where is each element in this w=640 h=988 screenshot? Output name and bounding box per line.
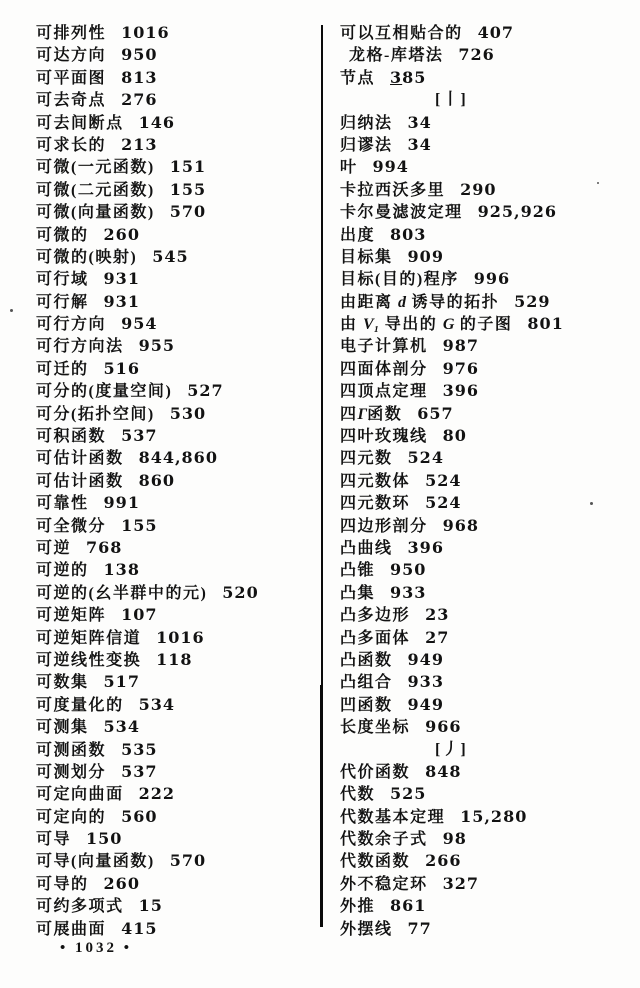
index-entry: [340, 783, 634, 805]
entry-pages: 860: [138, 470, 175, 490]
entry-term: 卡拉西沃多里: [340, 181, 446, 199]
entry-pages: 520: [222, 582, 259, 602]
entry-pages: 222: [138, 784, 175, 804]
entry-pages: 534: [103, 717, 140, 737]
entry-term: 可行方向法: [36, 338, 124, 356]
entry-term: 凸多面体: [340, 629, 411, 647]
scan-speck: [590, 502, 593, 505]
entry-term: 代数基本定理: [340, 808, 446, 826]
scan-speck: [597, 182, 599, 184]
index-entry: [340, 694, 634, 716]
entry-term: 可微的: [36, 226, 89, 244]
entry-pages: 954: [121, 314, 158, 334]
entry-term: 可测划分: [36, 763, 107, 781]
index-entry: [36, 582, 318, 604]
entry-term: 可逆矩阵信道: [36, 629, 142, 647]
entry-pages: 138: [103, 560, 140, 580]
index-entry: [36, 67, 318, 89]
index-entry: [340, 22, 634, 44]
entry-term: 四Γ函数: [340, 405, 403, 423]
index-entry: [36, 492, 318, 514]
index-entry: [36, 358, 318, 380]
entry-term: 可去奇点: [36, 92, 107, 110]
index-entry: [340, 895, 634, 917]
entry-term: 可导(向量函数): [36, 853, 155, 871]
entry-pages: 925,926: [477, 202, 557, 222]
index-entry: [36, 694, 318, 716]
index-entry: [340, 559, 634, 581]
entry-term: 可积函数: [36, 428, 107, 446]
entry-term: 代价函数: [340, 763, 411, 781]
entry-term: 可估计函数: [36, 472, 124, 490]
index-entry: [36, 515, 318, 537]
index-entry: [36, 447, 318, 469]
left-index-column: [36, 22, 318, 940]
index-entry: [340, 44, 634, 66]
index-entry: [36, 156, 318, 178]
entry-term: 可数集: [36, 674, 89, 692]
section-header: [丿]: [435, 740, 468, 758]
index-entry: [340, 806, 634, 828]
entry-term: 可约多项式: [36, 898, 124, 916]
entry-pages: 213: [121, 134, 158, 154]
entry-pages: 385: [390, 67, 427, 87]
entry-term: 可微的(映射): [36, 248, 138, 266]
index-entry: [36, 671, 318, 693]
index-entry: [36, 850, 318, 872]
entry-pages: 524: [425, 470, 462, 490]
index-entry: [340, 447, 634, 469]
entry-pages: 118: [156, 649, 193, 669]
entry-pages: 516: [103, 358, 140, 378]
index-entry: [36, 268, 318, 290]
entry-pages: 524: [407, 448, 444, 468]
entry-pages: 525: [390, 784, 427, 804]
entry-term: 四边形剖分: [340, 517, 428, 535]
entry-term: 四叶玫瑰线: [340, 428, 428, 446]
index-entry: [36, 537, 318, 559]
entry-term: 外推: [340, 898, 376, 916]
entry-pages: 407: [477, 23, 515, 42]
entry-pages: 534: [138, 694, 175, 714]
index-entry: [340, 291, 634, 313]
entry-term: 可逆的(幺半群中的元): [36, 584, 208, 602]
entry-term: 由距离 d 诱导的拓扑: [340, 293, 500, 311]
index-entry: [340, 179, 634, 201]
index-entry: [340, 604, 634, 626]
entry-pages: 34: [407, 134, 432, 154]
entry-pages: 151: [169, 157, 207, 177]
entry-pages: 545: [152, 246, 189, 266]
index-entry: [340, 67, 634, 89]
index-entry: [36, 559, 318, 581]
entry-term: 代数余子式: [340, 831, 428, 849]
entry-pages: 931: [103, 269, 140, 289]
index-entry: [340, 112, 634, 134]
index-entry: [36, 403, 318, 425]
entry-pages: 266: [425, 851, 462, 871]
entry-pages: 991: [103, 493, 140, 513]
entry-term: 可行解: [36, 293, 89, 311]
entry-pages: 996: [473, 269, 511, 289]
index-entry: [36, 134, 318, 156]
entry-term: 凸曲线: [340, 539, 393, 557]
entry-term: 目标(目的)程序: [340, 271, 459, 289]
index-entry: [36, 224, 318, 246]
entry-pages: 146: [138, 112, 175, 132]
right-index-column: [340, 22, 634, 940]
index-entry: [36, 470, 318, 492]
index-entry: [340, 156, 634, 178]
index-entry: [36, 918, 318, 940]
entry-term: 可平面图: [36, 69, 107, 87]
entry-pages: 260: [103, 224, 140, 244]
index-entry: [36, 179, 318, 201]
index-entry: [36, 380, 318, 402]
entry-term: 可排列性: [36, 25, 107, 42]
entry-pages: 529: [514, 291, 551, 311]
entry-term: 可估计函数: [36, 450, 124, 468]
index-entry: [340, 649, 634, 671]
entry-pages: 527: [187, 381, 224, 401]
index-entry: [36, 873, 318, 895]
index-entry: [340, 918, 634, 940]
index-entry: [340, 335, 634, 357]
index-entry: [36, 291, 318, 313]
entry-pages: 950: [121, 45, 158, 65]
entry-pages: 909: [407, 246, 444, 266]
entry-term: 可逆线性变换: [36, 651, 142, 669]
entry-term: 可定向的: [36, 808, 107, 826]
entry-pages: 535: [121, 739, 158, 759]
entry-term: 可微(二元函数): [36, 181, 155, 199]
entry-pages: 560: [121, 806, 158, 826]
index-entry: [36, 806, 318, 828]
index-entry: [340, 201, 634, 223]
index-entry: [340, 403, 634, 425]
entry-pages: 15: [138, 896, 163, 916]
index-entry: [340, 716, 634, 738]
entry-term: 可行方向: [36, 316, 107, 334]
index-entry: [340, 537, 634, 559]
entry-term: 电子计算机: [340, 338, 428, 356]
index-entry: [340, 425, 634, 447]
index-entry: [340, 380, 634, 402]
entry-term: 外摆线: [340, 920, 393, 938]
entry-term: 可测函数: [36, 741, 107, 759]
index-entry: [36, 761, 318, 783]
entry-term: 可行域: [36, 271, 89, 289]
entry-pages: 524: [425, 493, 462, 513]
entry-term: 归纳法: [340, 114, 393, 132]
entry-term: 可展曲面: [36, 920, 107, 938]
entry-pages: 150: [86, 829, 123, 849]
index-entry: [36, 335, 318, 357]
section-header: [丨]: [435, 91, 468, 109]
column-divider: [321, 25, 323, 685]
entry-term: 可逆矩阵: [36, 607, 107, 625]
entry-pages: 848: [425, 761, 462, 781]
index-entry: [340, 873, 634, 895]
entry-term: 四元数环: [340, 495, 411, 513]
entry-pages: 861: [390, 896, 427, 916]
index-entry: [36, 201, 318, 223]
entry-term: 可求长的: [36, 136, 107, 154]
entry-term: 目标集: [340, 248, 393, 266]
index-entry: [36, 604, 318, 626]
entry-pages: 415: [121, 918, 158, 938]
entry-pages: 1016: [121, 23, 170, 42]
index-entry: [36, 828, 318, 850]
entry-term: 可迁的: [36, 360, 89, 378]
entry-pages: 933: [407, 672, 444, 692]
entry-term: 归谬法: [340, 136, 393, 154]
entry-term: 可微(一元函数): [36, 159, 155, 177]
entry-term: 可逆: [36, 539, 72, 557]
entry-pages: 27: [425, 627, 450, 647]
index-entry: [340, 358, 634, 380]
entry-pages: 801: [527, 314, 564, 334]
entry-pages: 949: [407, 649, 444, 669]
scan-speck: [10, 309, 13, 312]
index-entry: [36, 89, 318, 111]
entry-pages: 98: [442, 829, 467, 849]
entry-pages: 327: [442, 873, 479, 893]
entry-pages: 968: [442, 515, 479, 535]
entry-pages: 517: [103, 672, 140, 692]
index-entry: [36, 783, 318, 805]
entry-pages: 260: [103, 873, 140, 893]
entry-pages: 290: [460, 179, 497, 199]
entry-term: 可分的(度量空间): [36, 383, 173, 401]
entry-term: 可微(向量函数): [36, 204, 155, 222]
entry-pages: 931: [103, 291, 140, 311]
entry-term: 凸组合: [340, 674, 393, 692]
index-entry: [36, 246, 318, 268]
index-entry: [36, 22, 318, 44]
index-entry: [340, 828, 634, 850]
entry-term: 四顶点定理: [340, 383, 428, 401]
index-entry: [340, 515, 634, 537]
entry-term: 凸锥: [340, 562, 376, 580]
entry-term: 可度量化的: [36, 696, 124, 714]
entry-pages: 15,280: [460, 806, 528, 826]
entry-pages: 966: [425, 717, 462, 737]
index-entry: [36, 627, 318, 649]
entry-pages: 950: [390, 560, 427, 580]
entry-pages: 994: [372, 157, 409, 177]
entry-term: 凹函数: [340, 696, 393, 714]
entry-pages: 23: [425, 605, 450, 625]
entry-term: 凸函数: [340, 651, 393, 669]
entry-term: 卡尔曼滤波定理: [340, 204, 463, 222]
entry-pages: 80: [442, 426, 467, 446]
entry-pages: 949: [407, 694, 444, 714]
entry-pages: 813: [121, 67, 158, 87]
entry-pages: 276: [121, 90, 158, 110]
index-entry: [340, 246, 634, 268]
entry-term: 凸集: [340, 584, 376, 602]
index-entry: [340, 313, 634, 335]
entry-term: 叶: [340, 159, 358, 177]
entry-pages: 530: [169, 403, 207, 423]
entry-term: 可全微分: [36, 517, 107, 535]
entry-pages: 396: [407, 537, 444, 557]
entry-term: 可分(拓扑空间): [36, 405, 155, 423]
entry-term: 龙格-库塔法: [349, 47, 444, 65]
index-entry: [340, 268, 634, 290]
index-entry: [340, 470, 634, 492]
entry-pages: 768: [86, 537, 123, 557]
entry-pages: 77: [407, 918, 432, 938]
index-entry: [36, 425, 318, 447]
entry-pages: 657: [417, 403, 454, 423]
entry-term: 可去间断点: [36, 114, 124, 132]
entry-term: 节点: [340, 69, 376, 87]
entry-term: 四元数: [340, 450, 393, 468]
entry-term: 可导: [36, 831, 72, 849]
entry-term: 由 V₁ 导出的 G 的子图: [340, 316, 513, 334]
entry-pages: 107: [121, 605, 158, 625]
page-number: • 1032 •: [60, 940, 133, 956]
entry-term: 出度: [340, 226, 376, 244]
entry-term: 可导的: [36, 875, 89, 893]
entry-pages: 987: [442, 336, 479, 356]
entry-pages: 933: [390, 582, 427, 602]
index-entry: [340, 671, 634, 693]
entry-term: 可靠性: [36, 495, 89, 513]
index-entry: [36, 44, 318, 66]
entry-term: 外不稳定环: [340, 875, 428, 893]
entry-term: 可定向曲面: [36, 786, 124, 804]
entry-pages: 396: [442, 381, 479, 401]
entry-term: 四元数体: [340, 472, 411, 490]
entry-term: 代数函数: [340, 853, 411, 871]
entry-pages: 1016: [156, 627, 205, 647]
index-entry: [340, 582, 634, 604]
entry-pages: 537: [121, 761, 158, 781]
index-entry: [36, 649, 318, 671]
index-entry: [340, 224, 634, 246]
entry-pages: 570: [169, 202, 207, 222]
entry-term: 代数: [340, 786, 376, 804]
index-entry: [340, 627, 634, 649]
entry-pages: 34: [407, 112, 432, 132]
index-entry: [36, 739, 318, 761]
entry-pages: 955: [138, 336, 175, 356]
index-entry: [340, 850, 634, 872]
entry-pages: 726: [458, 45, 495, 65]
column-divider-lower: [320, 685, 323, 927]
entry-term: 长度坐标: [340, 719, 411, 737]
entry-term: 可测集: [36, 719, 89, 737]
entry-pages: 537: [121, 426, 158, 446]
index-entry: [36, 895, 318, 917]
entry-pages: 803: [390, 224, 427, 244]
index-entry: [36, 112, 318, 134]
entry-pages: 155: [121, 515, 158, 535]
index-entry: [340, 761, 634, 783]
entry-term: 四面体剖分: [340, 360, 428, 378]
entry-term: 可达方向: [36, 47, 107, 65]
entry-term: 可逆的: [36, 562, 89, 580]
index-entry: [36, 313, 318, 335]
index-entry: [340, 134, 634, 156]
entry-term: 可以互相贴合的: [340, 25, 463, 42]
entry-pages: 844,860: [138, 448, 218, 468]
index-entry: [36, 716, 318, 738]
entry-term: 凸多边形: [340, 607, 411, 625]
entry-pages: 976: [442, 358, 479, 378]
entry-pages: 570: [169, 851, 207, 871]
entry-pages: 155: [169, 179, 207, 199]
